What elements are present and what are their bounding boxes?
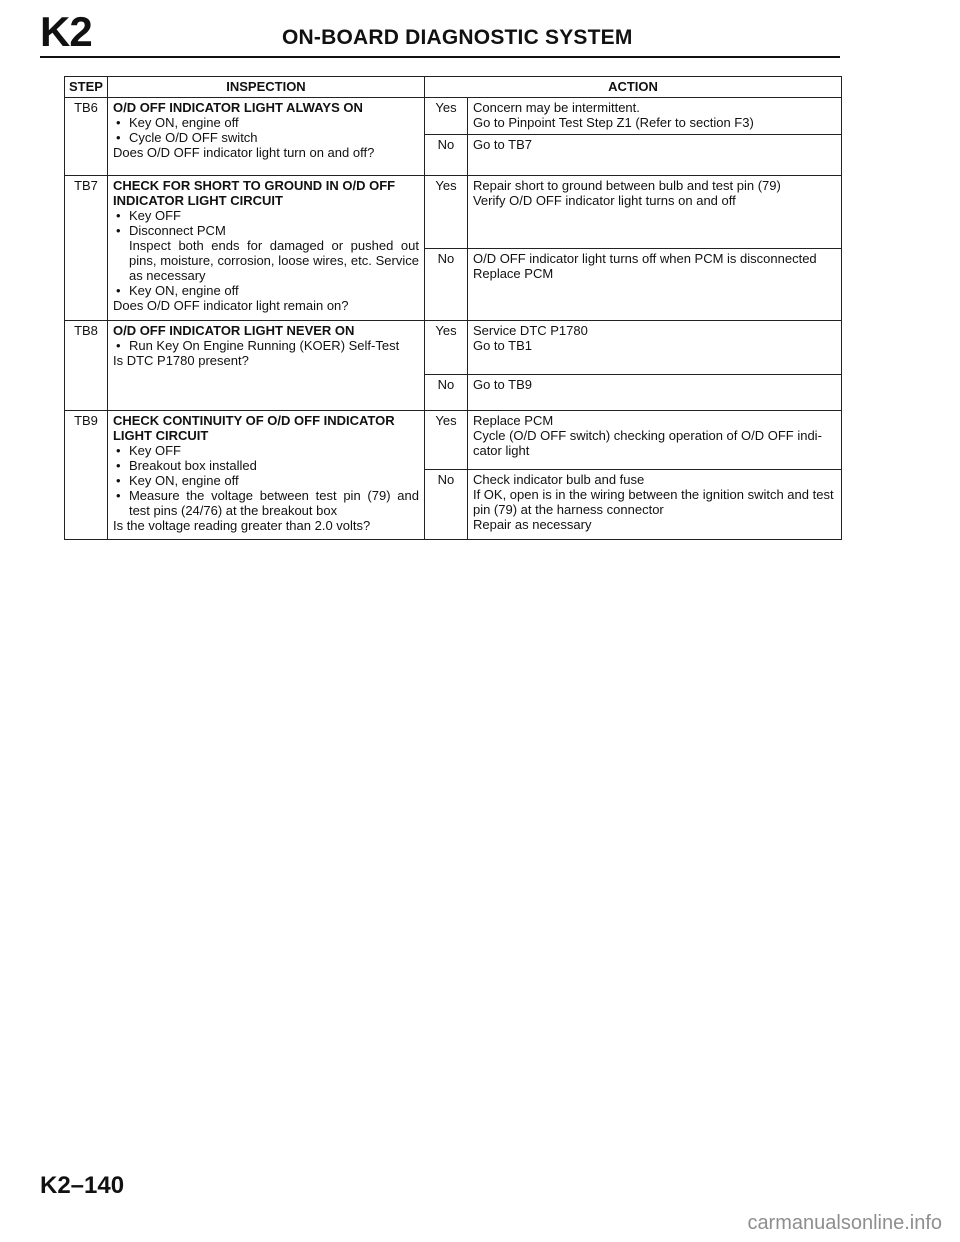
inspection-title-cont: LIGHT CIRCUIT — [112, 428, 209, 443]
column-header-action: ACTION — [424, 77, 841, 98]
yes-action — [467, 98, 841, 135]
inspection-question: Is the voltage reading greater than 2.0 volts? — [112, 518, 371, 533]
action-line: Go to TB7 — [472, 137, 532, 152]
inspection-steps — [113, 115, 419, 145]
action-line: Service DTC P1780 — [472, 323, 588, 338]
yes-action — [467, 176, 841, 249]
table-row — [65, 321, 842, 375]
yes-label: Yes — [424, 321, 467, 375]
step-cell: TB8 — [65, 321, 108, 411]
action-line: Go to Pinpoint Test Step Z1 (Refer to section F3) — [472, 115, 754, 130]
table-row — [65, 176, 842, 249]
inspection-title-cont: INDICATOR LIGHT CIRCUIT — [112, 193, 283, 208]
no-action — [467, 470, 841, 540]
inspection-cell — [107, 176, 424, 321]
page-title: ON-BOARD DIAGNOSTIC SYSTEM — [282, 26, 633, 49]
no-action — [467, 375, 841, 411]
list-item: • Key ON, engine off — [113, 473, 419, 488]
inspection-question: Is DTC P1780 present? — [112, 353, 249, 368]
column-header-step: STEP — [65, 77, 108, 98]
list-item: • Cycle O/D OFF switch — [113, 130, 419, 145]
inspection-title: O/D OFF INDICATOR LIGHT ALWAYS ON — [112, 100, 363, 115]
inspection-steps — [113, 443, 419, 518]
no-action — [467, 249, 841, 321]
inspection-cell — [107, 321, 424, 411]
list-item: • Breakout box installed — [113, 458, 419, 473]
action-line: Check indicator bulb and fuse — [472, 472, 645, 487]
list-item: • Key OFF — [113, 443, 419, 458]
table-row — [65, 98, 842, 135]
action-line: Repair as necessary — [472, 517, 592, 532]
no-label: No — [424, 249, 467, 321]
no-label: No — [424, 375, 467, 411]
action-line: cator light — [472, 443, 530, 458]
watermark-text: carmanualsonline.info — [747, 1212, 942, 1234]
table-header-row — [65, 77, 842, 98]
inspection-title: CHECK CONTINUITY OF O/D OFF INDICATOR — [112, 413, 395, 428]
step-cell: TB7 — [65, 176, 108, 321]
action-line: Repair short to ground between bulb and test pin (79) — [472, 178, 781, 193]
action-line: Concern may be intermittent. — [472, 100, 640, 115]
page-number: K2–140 — [40, 1172, 125, 1199]
inspection-question: Does O/D OFF indicator light remain on? — [112, 298, 349, 313]
action-line: O/D OFF indicator light turns off when PCM is disconnected — [472, 251, 817, 266]
step-cell: TB6 — [65, 98, 108, 176]
no-label: No — [424, 135, 467, 176]
yes-action — [467, 321, 841, 375]
column-header-inspection: INSPECTION — [107, 77, 424, 98]
no-action — [467, 135, 841, 176]
inspection-cell — [107, 98, 424, 176]
inspection-question: Does O/D OFF indicator light turn on and off? — [112, 145, 375, 160]
list-item-text: • Disconnect PCM — [128, 223, 226, 238]
action-line: Go to TB1 — [472, 338, 532, 353]
list-item: • Key OFF — [113, 208, 419, 223]
yes-label: Yes — [424, 98, 467, 135]
action-line: If OK, open is in the wiring between the ignition switch and test pin (79) at the harness connector — [472, 487, 834, 517]
inspection-title: CHECK FOR SHORT TO GROUND IN O/D OFF — [112, 178, 396, 193]
diagnostic-table — [64, 76, 842, 540]
list-item: • Measure the voltage between test pin (79) and test pins (24/76) at the breakout box — [113, 488, 419, 518]
section-code: K2 — [40, 8, 92, 55]
yes-action — [467, 411, 841, 470]
title-rule — [40, 56, 840, 58]
action-line: Replace PCM — [472, 413, 554, 428]
no-label: No — [424, 470, 467, 540]
inspection-steps — [113, 338, 419, 353]
list-item: • Run Key On Engine Running (KOER) Self-Test — [113, 338, 419, 353]
action-line: Replace PCM — [472, 266, 554, 281]
inspection-cell — [107, 411, 424, 540]
list-item: • Key ON, engine off — [113, 283, 419, 298]
action-line: Verify O/D OFF indicator light turns on and off — [472, 193, 736, 208]
list-item: • Key ON, engine off — [113, 115, 419, 130]
yes-label: Yes — [424, 176, 467, 249]
action-line: Go to TB9 — [472, 377, 532, 392]
yes-label: Yes — [424, 411, 467, 470]
list-item-detail: Inspect both ends for damaged or pushed out pins, moisture, corrosion, loose wires, etc. Service as necessary — [128, 238, 419, 283]
list-item — [113, 223, 419, 283]
action-line: Cycle (O/D OFF switch) checking operation of O/D OFF indi- — [472, 428, 822, 443]
inspection-steps — [113, 208, 419, 298]
inspection-title: O/D OFF INDICATOR LIGHT NEVER ON — [112, 323, 355, 338]
step-cell: TB9 — [65, 411, 108, 540]
table-row — [65, 411, 842, 470]
